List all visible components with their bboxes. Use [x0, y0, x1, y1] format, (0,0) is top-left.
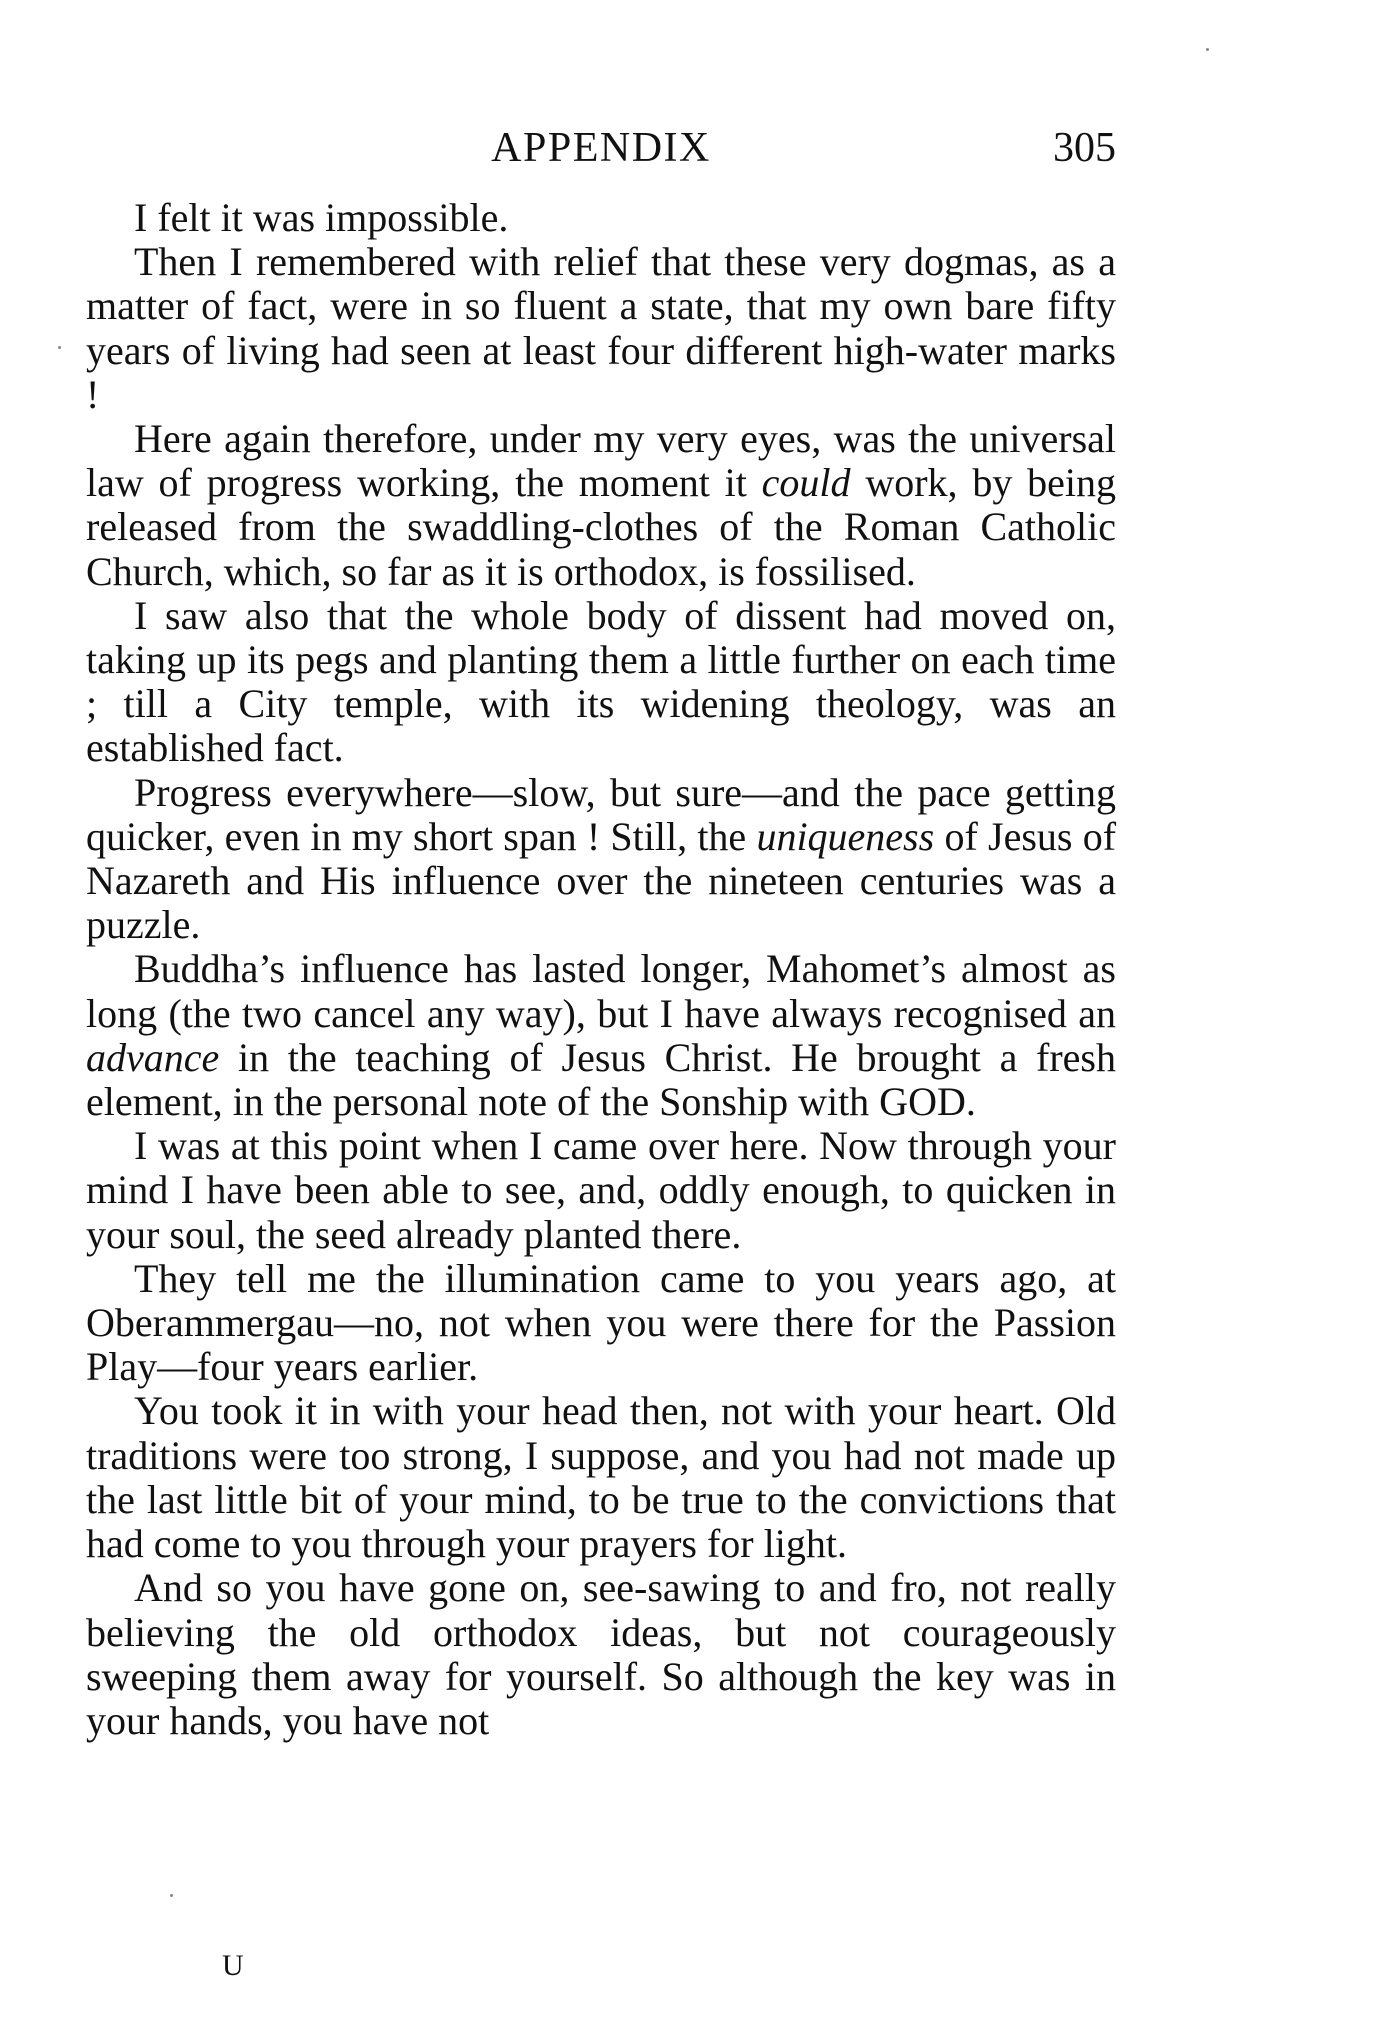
paragraph: [86, 1389, 1116, 1566]
page-number: 305: [1053, 125, 1116, 171]
signature-mark: U: [222, 1949, 244, 1982]
text-run: in the teaching of Jesus Christ. He brought a fresh element, in the personal note of the Sonship with GOD.: [86, 1034, 1116, 1125]
paragraph: [86, 196, 1116, 240]
body-text: [86, 196, 1116, 1743]
text-run: Here again therefore, under my very eyes, was the universal law of progress working, the moment it: [86, 416, 1116, 506]
print-speck: [1206, 48, 1209, 51]
text-run: And so you have gone on, see-sawing to and fro, not really believing the old orthodox ideas, but not courageously sweeping them away for yourself. So although the key was in your hands, you have not: [86, 1565, 1116, 1743]
paragraph: [86, 1566, 1116, 1743]
paragraph: [86, 1257, 1116, 1390]
text-run: I saw also that the whole body of dissent had moved on, taking up its pegs and planting them a little further on each time ; till a City temple, with its widening theology, was an established fact.: [86, 592, 1116, 771]
running-head: APPENDIX: [491, 125, 711, 171]
emphasis-text: could: [761, 460, 851, 506]
text-run: work, by being released from the swaddling-clothes of the Roman Catholic Church, which, so far as it is orthodox, is fossilised.: [86, 460, 1117, 594]
paragraph: [86, 947, 1116, 1124]
paragraph: [86, 417, 1116, 594]
emphasis-text: advance: [86, 1034, 220, 1080]
print-speck: [58, 346, 61, 349]
text-run: Buddha’s influence has lasted longer, Mahomet’s almost as long (the two cancel any way), but I have always recognised an: [86, 946, 1116, 1036]
page-header: [86, 118, 1116, 178]
emphasis-text: uniqueness: [756, 813, 935, 859]
paragraph: [86, 771, 1116, 948]
text-run: I was at this point when I came over here. Now through your mind I have been able to see, and, oddly enough, to quicken in your soul, the seed already planted there.: [86, 1123, 1116, 1257]
text-run: Then I remembered with relief that these very dogmas, as a matter of fact, were in so fluent a state, that my own bare fifty years of living had seen at least four different high-water marks !: [86, 239, 1116, 417]
text-run: They tell me the illumination came to you years ago, at Oberammergau—no, not when you were there for the Passion Play—four years earlier.: [86, 1255, 1116, 1390]
text-run: of Jesus of Nazareth and His influence over the nineteen centuries was a puzzle.: [86, 813, 1117, 948]
paragraph: [86, 594, 1116, 771]
print-speck: [170, 1894, 173, 1897]
text-run: Progress everywhere—slow, but sure—and the pace getting quicker, even in my short span ! Still, the: [86, 769, 1116, 859]
text-run: You took it in with your head then, not with your heart. Old traditions were too strong, I suppose, and you had not made up the last little bit of your mind, to be true to the convictions that had come to you through your prayers for light.: [86, 1388, 1116, 1567]
paragraph: [86, 1124, 1116, 1257]
text-run: I felt it was impossible.: [134, 195, 509, 240]
paragraph: [86, 240, 1116, 417]
